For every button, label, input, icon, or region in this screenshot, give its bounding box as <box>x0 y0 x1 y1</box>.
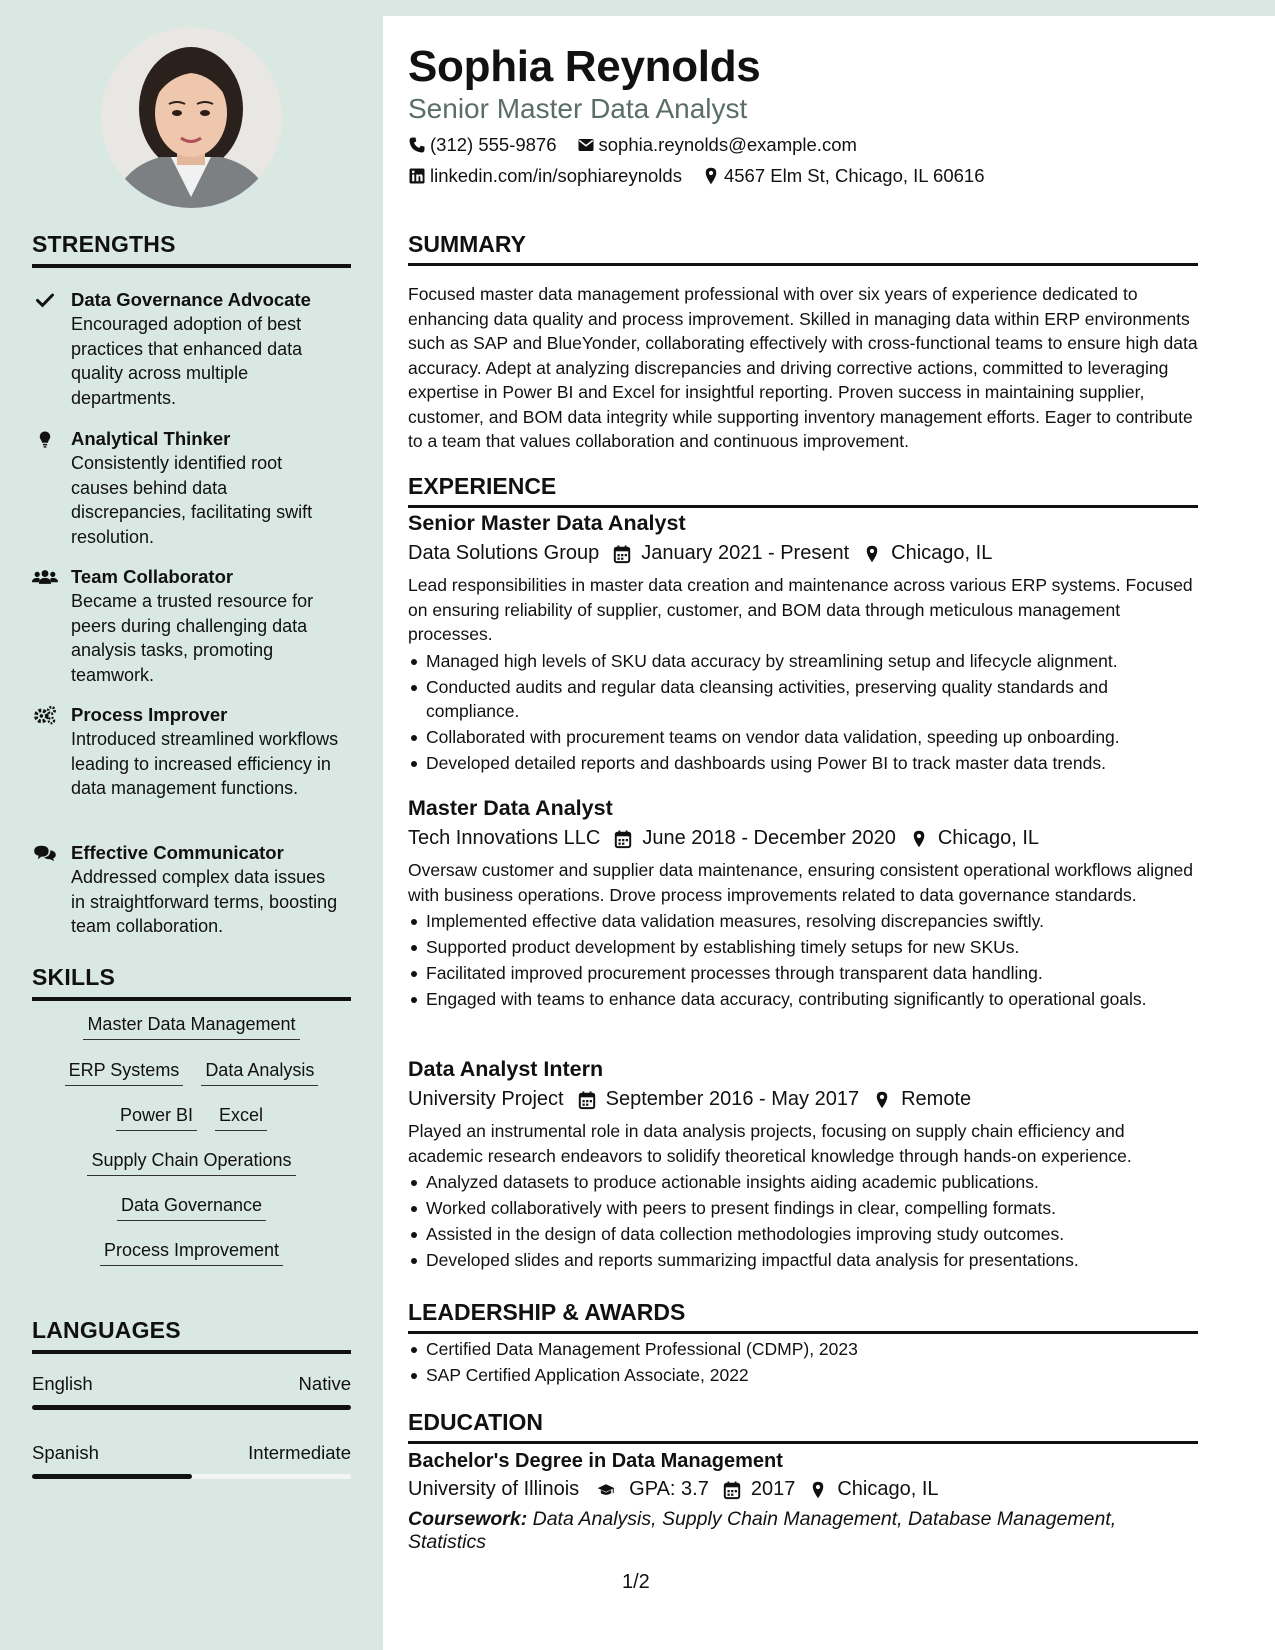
strength-title: Analytical Thinker <box>71 428 231 449</box>
email-icon <box>577 136 595 154</box>
job-title: Data Analyst Intern <box>408 1057 604 1081</box>
language-name: Spanish <box>32 1442 99 1463</box>
job-entry <box>408 796 1198 1013</box>
language-proficiency-fill <box>32 1474 192 1479</box>
candidate-role: Senior Master Data Analyst <box>408 93 748 124</box>
strength-item <box>32 427 352 549</box>
skill-tag: Power BI <box>116 1105 197 1131</box>
coursework-label: Coursework: <box>408 1508 528 1530</box>
leadership-list <box>408 1337 1198 1387</box>
gpa: GPA: 3.7 <box>629 1478 709 1500</box>
job-location: Chicago, IL <box>937 827 1040 849</box>
strength-item <box>32 565 352 687</box>
location-pin-icon <box>702 167 720 185</box>
contact-line <box>408 165 1198 187</box>
job-bullet: Worked collaboratively with peers to present findings in clear, compelling formats. <box>408 1196 1198 1220</box>
job-bullet: Managed high levels of SKU data accuracy by streamlining setup and lifecycle alignment. <box>408 649 1198 673</box>
calendar-icon <box>614 829 632 849</box>
skills-heading: SKILLS <box>32 964 351 1001</box>
language-item <box>32 1373 351 1410</box>
language-proficiency-bar <box>32 1405 351 1410</box>
strengths-heading: STRENGTHS <box>32 231 351 268</box>
graduation-year: 2017 <box>750 1478 796 1500</box>
job-company: University Project <box>408 1088 564 1110</box>
skill-tag: Excel <box>215 1105 267 1131</box>
strength-title: Effective Communicator <box>71 842 284 863</box>
comments-icon <box>32 842 58 864</box>
location-pin-icon <box>809 1480 827 1500</box>
calendar-icon <box>723 1480 741 1500</box>
job-bullet: Developed slides and reports summarizing impactful data analysis for presentations. <box>408 1248 1198 1272</box>
job-bullets <box>408 1170 1198 1272</box>
calendar-icon <box>613 544 631 564</box>
leadership-heading: LEADERSHIP & AWARDS <box>408 1299 1198 1334</box>
linkedin-link[interactable]: linkedin.com/in/sophiareynolds <box>430 165 682 186</box>
strength-item <box>32 841 352 939</box>
job-bullet: Engaged with teams to enhance data accuracy, contributing significantly to operational goals. <box>408 987 1198 1011</box>
skill-row <box>32 1014 351 1040</box>
users-icon <box>32 566 58 588</box>
experience-heading: EXPERIENCE <box>408 473 1198 508</box>
summary-heading: SUMMARY <box>408 231 1198 266</box>
candidate-name: Sophia Reynolds <box>408 42 761 91</box>
job-dates: September 2016 - May 2017 <box>605 1088 860 1110</box>
strength-title: Process Improver <box>71 704 228 725</box>
strength-desc: Introduced streamlined workflows leading to increased efficiency in data management functions. <box>71 729 339 798</box>
strength-item <box>32 288 352 410</box>
job-bullet: Analyzed datasets to produce actionable insights aiding academic publications. <box>408 1170 1198 1194</box>
skill-tag: Data Analysis <box>201 1060 318 1086</box>
skill-tag: ERP Systems <box>65 1060 184 1086</box>
address-text: 4567 Elm St, Chicago, IL 60616 <box>723 165 985 186</box>
language-name: English <box>32 1373 93 1394</box>
coursework-list: Data Analysis, Supply Chain Management, Database Management, Statistics <box>408 1508 1117 1553</box>
gears-icon <box>32 704 58 726</box>
job-bullet: Collaborated with procurement teams on vendor data validation, speeding up onboarding. <box>408 725 1198 749</box>
job-title: Master Data Analyst <box>408 796 613 820</box>
lightbulb-icon <box>32 428 58 450</box>
strength-desc: Addressed complex data issues in straightforward terms, boosting team collaboration. <box>71 867 338 936</box>
job-description: Oversaw customer and supplier data maintenance, ensuring consistent operational workflows aligned with business operations. Drove process improvements related to data governance standards. <box>408 860 1194 905</box>
school-location: Chicago, IL <box>837 1478 939 1500</box>
job-bullet: Assisted in the design of data collection methodologies improving study outcomes. <box>408 1222 1198 1246</box>
education-heading: EDUCATION <box>408 1409 1198 1444</box>
job-description: Played an instrumental role in data analysis projects, focusing on supply chain efficiency and academic research endeavors to solidify theoretical knowledge through hands-on experience. <box>408 1121 1132 1166</box>
job-location: Remote <box>901 1088 972 1110</box>
job-location: Chicago, IL <box>891 542 993 564</box>
education-entry <box>408 1450 1198 1554</box>
phone-icon <box>408 136 426 154</box>
job-bullet: Developed detailed reports and dashboards using Power BI to track master data trends. <box>408 751 1198 775</box>
award-item: SAP Certified Application Associate, 2022 <box>408 1363 1198 1387</box>
languages-heading: LANGUAGES <box>32 1317 351 1354</box>
email-link[interactable]: sophia.reynolds@example.com <box>598 134 857 155</box>
location-pin-icon <box>910 829 928 849</box>
location-pin-icon <box>873 1090 891 1110</box>
skill-tag: Supply Chain Operations <box>87 1150 295 1176</box>
job-company: Tech Innovations LLC <box>408 827 601 849</box>
job-bullet: Implemented effective data validation measures, resolving discrepancies swiftly. <box>408 909 1198 933</box>
strength-desc: Consistently identified root causes behind data discrepancies, facilitating swift resolution. <box>71 453 313 547</box>
job-bullet: Conducted audits and regular data cleansing activities, preserving quality standards and compliance. <box>408 675 1198 723</box>
job-dates: January 2021 - Present <box>641 542 850 564</box>
skill-tag: Data Governance <box>117 1195 266 1221</box>
skill-tag: Master Data Management <box>83 1014 299 1040</box>
job-entry <box>408 511 1198 777</box>
skill-row <box>32 1240 351 1266</box>
language-proficiency-bar <box>32 1474 351 1479</box>
linkedin-icon <box>408 167 426 185</box>
sidebar <box>0 0 383 1650</box>
strength-title: Data Governance Advocate <box>71 289 311 310</box>
page-number: 1/2 <box>622 1571 650 1593</box>
language-item <box>32 1442 351 1479</box>
job-bullet: Facilitated improved procurement processes through transparent data handling. <box>408 961 1198 985</box>
graduation-cap-icon <box>597 1480 615 1500</box>
award-item: Certified Data Management Professional (CDMP), 2023 <box>408 1337 1198 1361</box>
job-bullet: Supported product development by establishing timely setups for new SKUs. <box>408 935 1198 959</box>
job-entry <box>408 1057 1198 1274</box>
skill-row <box>32 1150 351 1176</box>
contact-line <box>408 134 1198 156</box>
skill-row <box>32 1195 351 1221</box>
main-column <box>383 16 1275 1650</box>
strength-desc: Became a trusted resource for peers during challenging data analysis tasks, promoting teamwork. <box>71 591 314 685</box>
skill-row <box>32 1105 351 1131</box>
summary-text: Focused master data management professional with over six years of experience dedicated to enhancing data quality and process improvement. Skilled in managing data within ERP environments such as SAP and BlueYonder, collaborating effectively with cross-functional teams to ensure high data accuracy. Adept at analyzing discrepancies and driving corrective actions, committed to leveraging expertise in Power BI and Excel for insightful reporting. Proven success in maintaining supplier, customer, and BOM data integrity while supporting inventory management efforts. Eager to contribute to a team that values collaboration and continuous improvement. <box>408 284 1198 451</box>
job-bullets <box>408 649 1198 775</box>
strength-title: Team Collaborator <box>71 566 234 587</box>
degree-title: Bachelor's Degree in Data Management <box>408 1450 783 1472</box>
location-pin-icon <box>863 544 881 564</box>
avatar-photo <box>101 27 282 208</box>
strength-item <box>32 703 352 801</box>
strength-desc: Encouraged adoption of best practices that enhanced data quality across multiple departments. <box>71 314 303 408</box>
job-bullets <box>408 909 1198 1011</box>
skill-row <box>32 1060 351 1086</box>
coursework <box>408 1508 1198 1554</box>
check-icon <box>32 289 58 311</box>
language-level: Intermediate <box>248 1442 351 1463</box>
job-company: Data Solutions Group <box>408 542 600 564</box>
school-name: University of Illinois <box>408 1478 580 1500</box>
language-proficiency-fill <box>32 1405 351 1410</box>
phone-text[interactable]: (312) 555-9876 <box>430 134 557 155</box>
skill-tag: Process Improvement <box>100 1240 283 1266</box>
job-dates: June 2018 - December 2020 <box>642 827 896 849</box>
calendar-icon <box>578 1090 596 1110</box>
job-description: Lead responsibilities in master data creation and maintenance across various ERP systems. Focused on ensuring reliability of supplier, customer, and BOM data through meticulous management processes. <box>408 575 1193 644</box>
job-title: Senior Master Data Analyst <box>408 511 686 535</box>
avatar <box>101 27 282 208</box>
language-level: Native <box>298 1373 351 1394</box>
